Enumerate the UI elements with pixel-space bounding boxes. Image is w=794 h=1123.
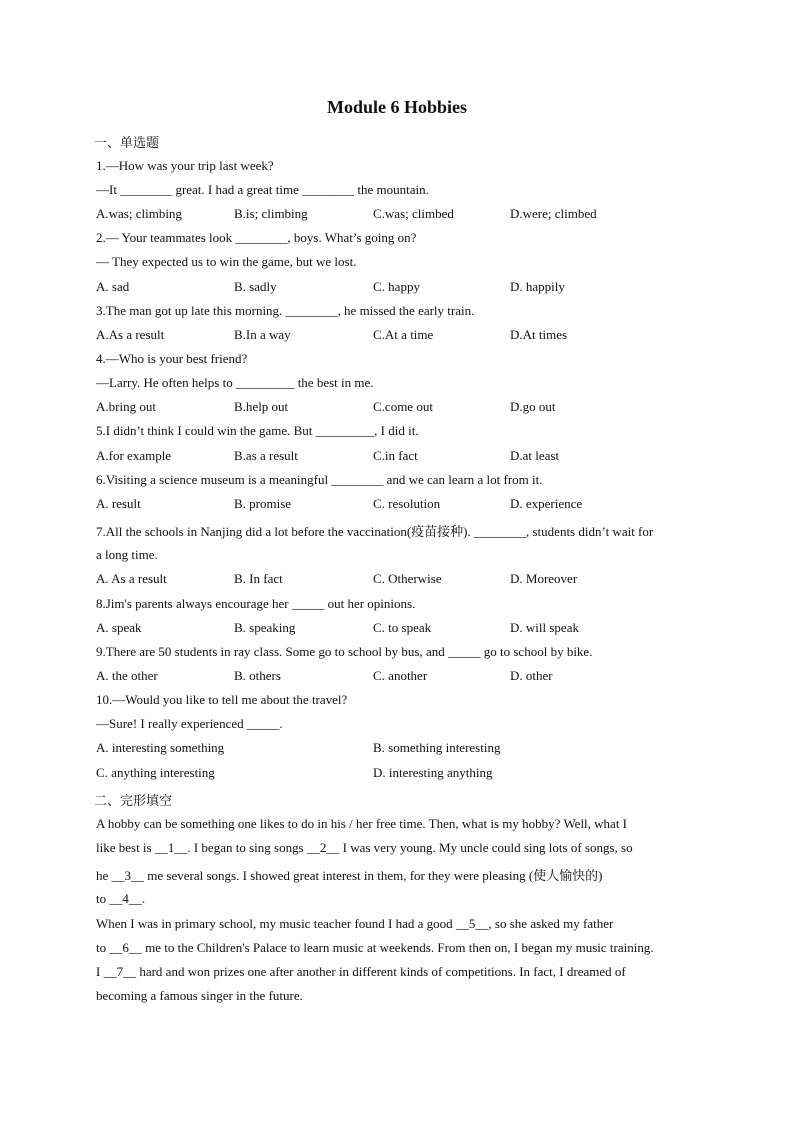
q5-option-c: C.in fact [373,448,418,463]
passage-line: becoming a famous singer in the future. [96,988,303,1003]
q2-option-a: A. sad [96,279,130,294]
question-10-line2: —Sure! I really experienced _____. [96,716,283,731]
section-heading-cloze: 二、完形填空 [94,794,173,809]
q5-option-d: D.at least [510,448,560,463]
q10-option-c: C. anything interesting [96,765,215,780]
q6-option-a: A. result [96,496,141,511]
q9-option-c: C. another [373,668,428,683]
q2-option-d: D. happily [510,279,565,294]
q5-option-b: B.as a result [234,448,298,463]
q4-option-c: C.come out [373,399,433,414]
q4-option-a: A.bring out [96,399,156,414]
q4-option-b: B.help out [234,399,289,414]
question-2-line2: — They expected us to win the game, but we lost. [96,254,357,269]
question-1-stem: 1.—How was your trip last week? [96,158,274,173]
q3-option-d: D.At times [510,327,568,342]
question-9-stem: 9.There are 50 students in ray class. Some go to school by bus, and _____ go to school by bike. [96,644,593,659]
question-7-line2: a long time. [96,547,158,562]
q3-option-c: C.At a time [373,327,434,342]
q10-option-b: B. something interesting [373,740,501,755]
q2-option-b: B. sadly [234,279,277,294]
q6-option-b: B. promise [234,496,292,511]
passage-line: he __3__ me several songs. I showed great interest in them, for they were pleasing (使人愉快的) [96,868,603,883]
question-10-stem: 10.—Would you like to tell me about the travel? [96,692,348,707]
q1-option-a: A.was; climbing [96,206,182,221]
question-7-stem: 7.All the schools in Nanjing did a lot before the vaccination(疫苗接种). ________, students didn’t wait for [96,524,654,539]
q8-option-d: D. will speak [510,620,579,635]
question-5-stem: 5.I didn’t think I could win the game. But _________, I did it. [96,423,419,438]
q7-option-b: B. In fact [234,571,283,586]
passage-line: A hobby can be something one likes to do in his / her free time. Then, what is my hobby? Well, what I [96,816,628,831]
q6-option-c: C. resolution [373,496,441,511]
question-1-line2: —It ________ great. I had a great time ________ the mountain. [96,182,429,197]
q4-option-d: D.go out [510,399,556,414]
passage-line: to __6__ me to the Children's Palace to learn music at weekends. From then on, I began my music training. [96,940,654,955]
question-2-stem: 2.— Your teammates look ________, boys. What’s going on? [96,230,417,245]
q1-option-d: D.were; climbed [510,206,597,221]
q1-option-b: B.is; climbing [234,206,308,221]
q8-option-c: C. to speak [373,620,432,635]
q7-option-d: D. Moreover [510,571,578,586]
question-4-stem: 4.—Who is your best friend? [96,351,248,366]
q9-option-a: A. the other [96,668,158,683]
q3-option-a: A.As a result [96,327,165,342]
section-heading-choice: 一、单选题 [94,136,160,151]
q9-option-b: B. others [234,668,281,683]
q1-option-c: C.was; climbed [373,206,454,221]
q7-option-a: A. As a result [96,571,167,586]
question-8-stem: 8.Jim's parents always encourage her _____ out her opinions. [96,596,416,611]
q6-option-d: D. experience [510,496,583,511]
page-title: Module 6 Hobbies [326,97,468,117]
passage-line: I __7__ hard and won prizes one after another in different kinds of competitions. In fact, I dreamed of [96,964,626,979]
q5-option-a: A.for example [96,448,172,463]
passage-line: like best is __1__. I began to sing songs __2__ I was very young. My uncle could sing lots of songs, so [96,840,633,855]
q8-option-a: A. speak [96,620,142,635]
q3-option-b: B.In a way [234,327,291,342]
q9-option-d: D. other [510,668,553,683]
q10-option-d: D. interesting anything [373,765,493,780]
question-3-stem: 3.The man got up late this morning. ________, he missed the early train. [96,303,475,318]
passage-line: When I was in primary school, my music teacher found I had a good __5__, so she asked my father [96,916,614,931]
q2-option-c: C. happy [373,279,420,294]
passage-line: to __4__. [96,891,146,906]
q7-option-c: C. Otherwise [373,571,442,586]
question-4-line2: —Larry. He often helps to _________ the best in me. [96,375,374,390]
q10-option-a: A. interesting something [96,740,225,755]
q8-option-b: B. speaking [234,620,296,635]
question-6-stem: 6.Visiting a science museum is a meaningful ________ and we can learn a lot from it. [96,472,543,487]
